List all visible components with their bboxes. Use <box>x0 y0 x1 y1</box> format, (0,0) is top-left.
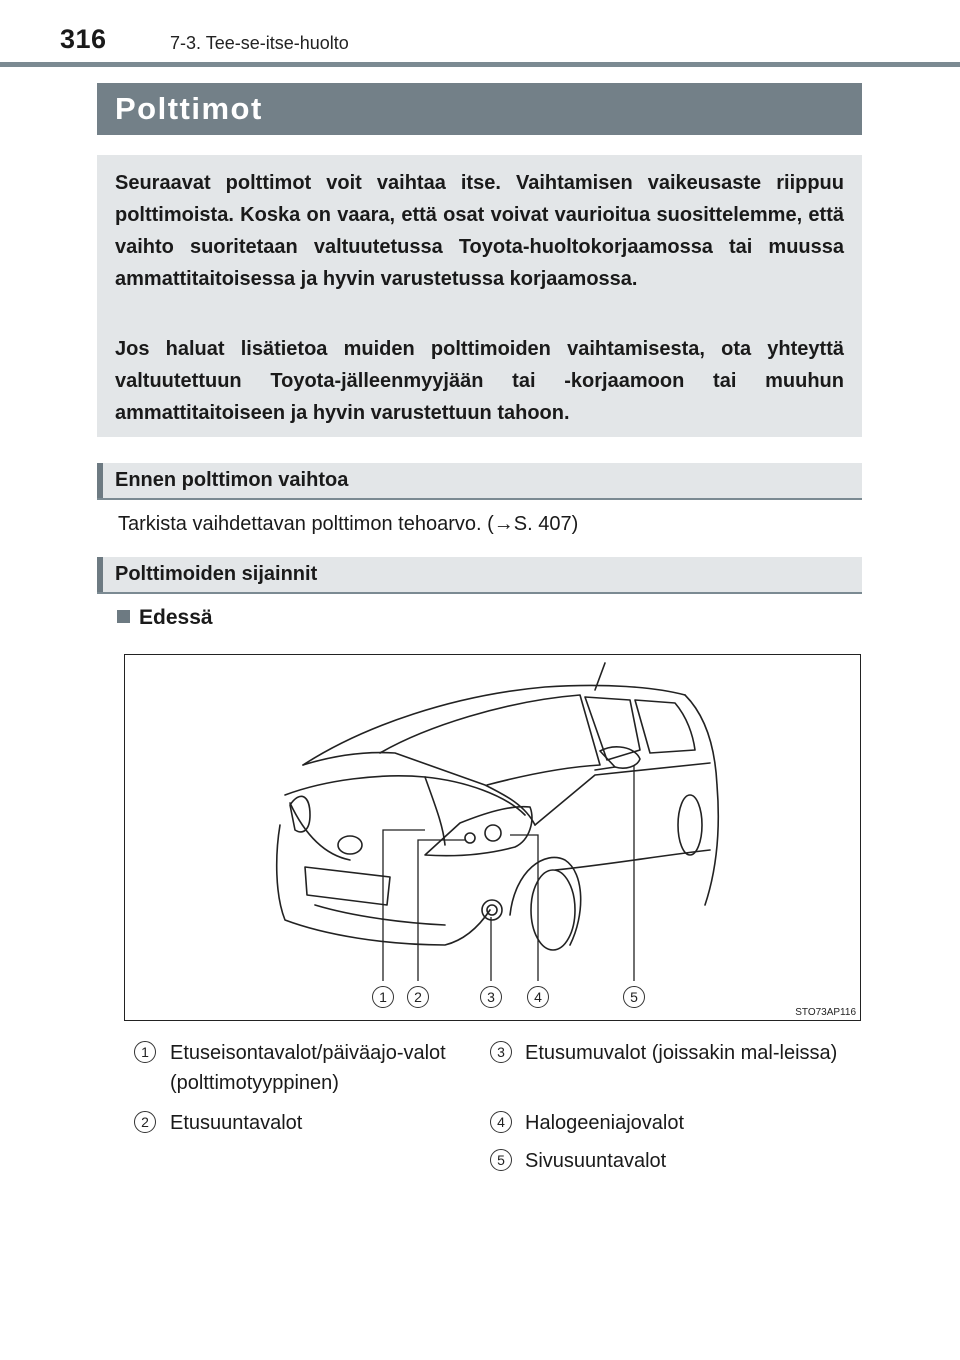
intro-box <box>97 155 862 437</box>
legend-number-3: 3 <box>490 1041 512 1063</box>
left-headlight <box>290 796 310 832</box>
callout-line-2 <box>418 840 465 981</box>
side-mirror <box>600 747 640 768</box>
figure-callout-1: 1 <box>372 986 394 1008</box>
fog-light <box>482 900 502 920</box>
callout-line-4 <box>510 835 538 981</box>
legend-number-4: 4 <box>490 1111 512 1133</box>
section-heading-label: Polttimoiden sijainnit <box>115 563 318 585</box>
page-number: 316 <box>60 24 107 54</box>
header-divider <box>0 62 960 67</box>
wattage-instruction: Tarkista vaihdettavan polttimon tehoarvo. (→S. 407) <box>118 513 579 535</box>
page-header <box>0 0 960 70</box>
heading-accent-bar <box>97 463 103 498</box>
title-banner <box>97 83 862 135</box>
side-window-rear <box>635 700 695 753</box>
legend-number-1: 1 <box>134 1041 156 1063</box>
figure-callout-5: 5 <box>623 986 645 1008</box>
intro-paragraph-2: Jos haluat lisätietoa muiden polttimoiden vaihtamisesta, ota yhteyttä valtuutettuun Toyota-jälleenmyyjään tai -korjaamoon tai muuhun ammattitaitoiseen ja hyvin varustettuun tahoon. <box>115 338 844 424</box>
front-wheel-arch <box>510 857 581 945</box>
legend-text-5: Sivusuuntavalot <box>525 1150 667 1172</box>
lower-grille <box>315 905 445 925</box>
rear-outline <box>685 695 718 905</box>
hood-center-crease <box>425 777 445 845</box>
legend-number-2: 2 <box>134 1111 156 1133</box>
section-heading-before-replacement <box>97 463 862 500</box>
windshield-lower <box>303 753 535 826</box>
figure-callout-2: 2 <box>407 986 429 1008</box>
belt-line <box>535 763 710 825</box>
front-subheading-label: Edessä <box>139 606 213 629</box>
page-title: Polttimot <box>115 91 263 126</box>
car-front-illustration <box>124 654 861 1021</box>
intro-paragraph-1: Seuraavat polttimot voit vaihtaa itse. Vaihtamisen vaikeusaste riippuu polttimoista. Koska on vaara, että osat voivat vaurioitua suosittelemme, että vaihto suoritetaan valtuutetussa Toyota-huoltokorjaamossa tai muussa ammattitaitoisessa ja hyvin varustetussa korjaamossa. <box>115 172 844 290</box>
legend-text-4: Halogeeniajovalot <box>525 1112 685 1134</box>
legend-number-5: 5 <box>490 1149 512 1171</box>
legend-text-1: Etuseisontavalot/päiväajo-valot (polttimotyyppinen) <box>170 1042 446 1094</box>
toyota-emblem <box>338 836 362 854</box>
windshield <box>380 695 600 785</box>
legend-text-2: Etusuuntavalot <box>170 1112 303 1134</box>
section-heading-bulb-locations <box>97 557 862 594</box>
car-front-drawing <box>125 655 862 1022</box>
callout-line-1 <box>383 830 425 981</box>
right-headlight <box>425 807 532 856</box>
figure-callout-3: 3 <box>480 986 502 1008</box>
front-subheading <box>117 606 213 630</box>
hood-line <box>285 776 525 815</box>
figure-callout-4: 4 <box>527 986 549 1008</box>
license-plate <box>305 867 390 905</box>
section-reference: 7-3. Tee-se-itse-huolto <box>170 33 349 53</box>
legend-text-3: Etusumuvalot (joissakin mal-leissa) <box>525 1042 838 1064</box>
square-bullet-icon <box>117 610 130 623</box>
figure-code: STO73AP116 <box>795 1007 856 1018</box>
heading-accent-bar <box>97 557 103 592</box>
rear-wheel <box>678 795 702 855</box>
section-heading-label: Ennen polttimon vaihtoa <box>115 469 349 491</box>
